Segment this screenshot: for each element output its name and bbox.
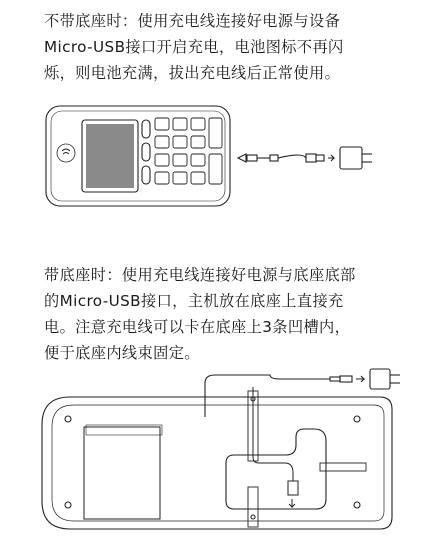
text-line: 不带底座时：使用充电线连接好电源与设备: [44, 12, 341, 30]
keypad: [155, 118, 222, 184]
text-line: Micro-USB接口开启充电，电池图标不再闪: [44, 38, 344, 56]
nfc-icon: [57, 144, 75, 162]
power-adapter-icon: [340, 147, 372, 169]
power-adapter-icon: [205, 369, 400, 417]
text-line: 烁，则电池充满，拔出充电线后正常使用。: [44, 64, 341, 82]
text-line: 带底座时：使用充电线连接好电源与底座底部: [44, 266, 356, 284]
base-charging-figure: [0, 367, 435, 547]
cable-groove-icon: [248, 391, 366, 527]
text-line: 电。注意充电线可以卡在底座上3条凹槽内，: [44, 318, 351, 336]
instruction-without-base: [44, 8, 396, 86]
text-line: 的Micro-USB接口，主机放在底座上直接充: [44, 292, 344, 310]
instruction-with-base: [44, 262, 396, 366]
charging-cable-icon: [238, 154, 334, 162]
base-pad: [84, 427, 160, 519]
cable-groove-pocket: [226, 429, 326, 509]
text-line: 便于底座内线束固定。: [44, 344, 200, 362]
device-charging-figure: [0, 98, 435, 218]
